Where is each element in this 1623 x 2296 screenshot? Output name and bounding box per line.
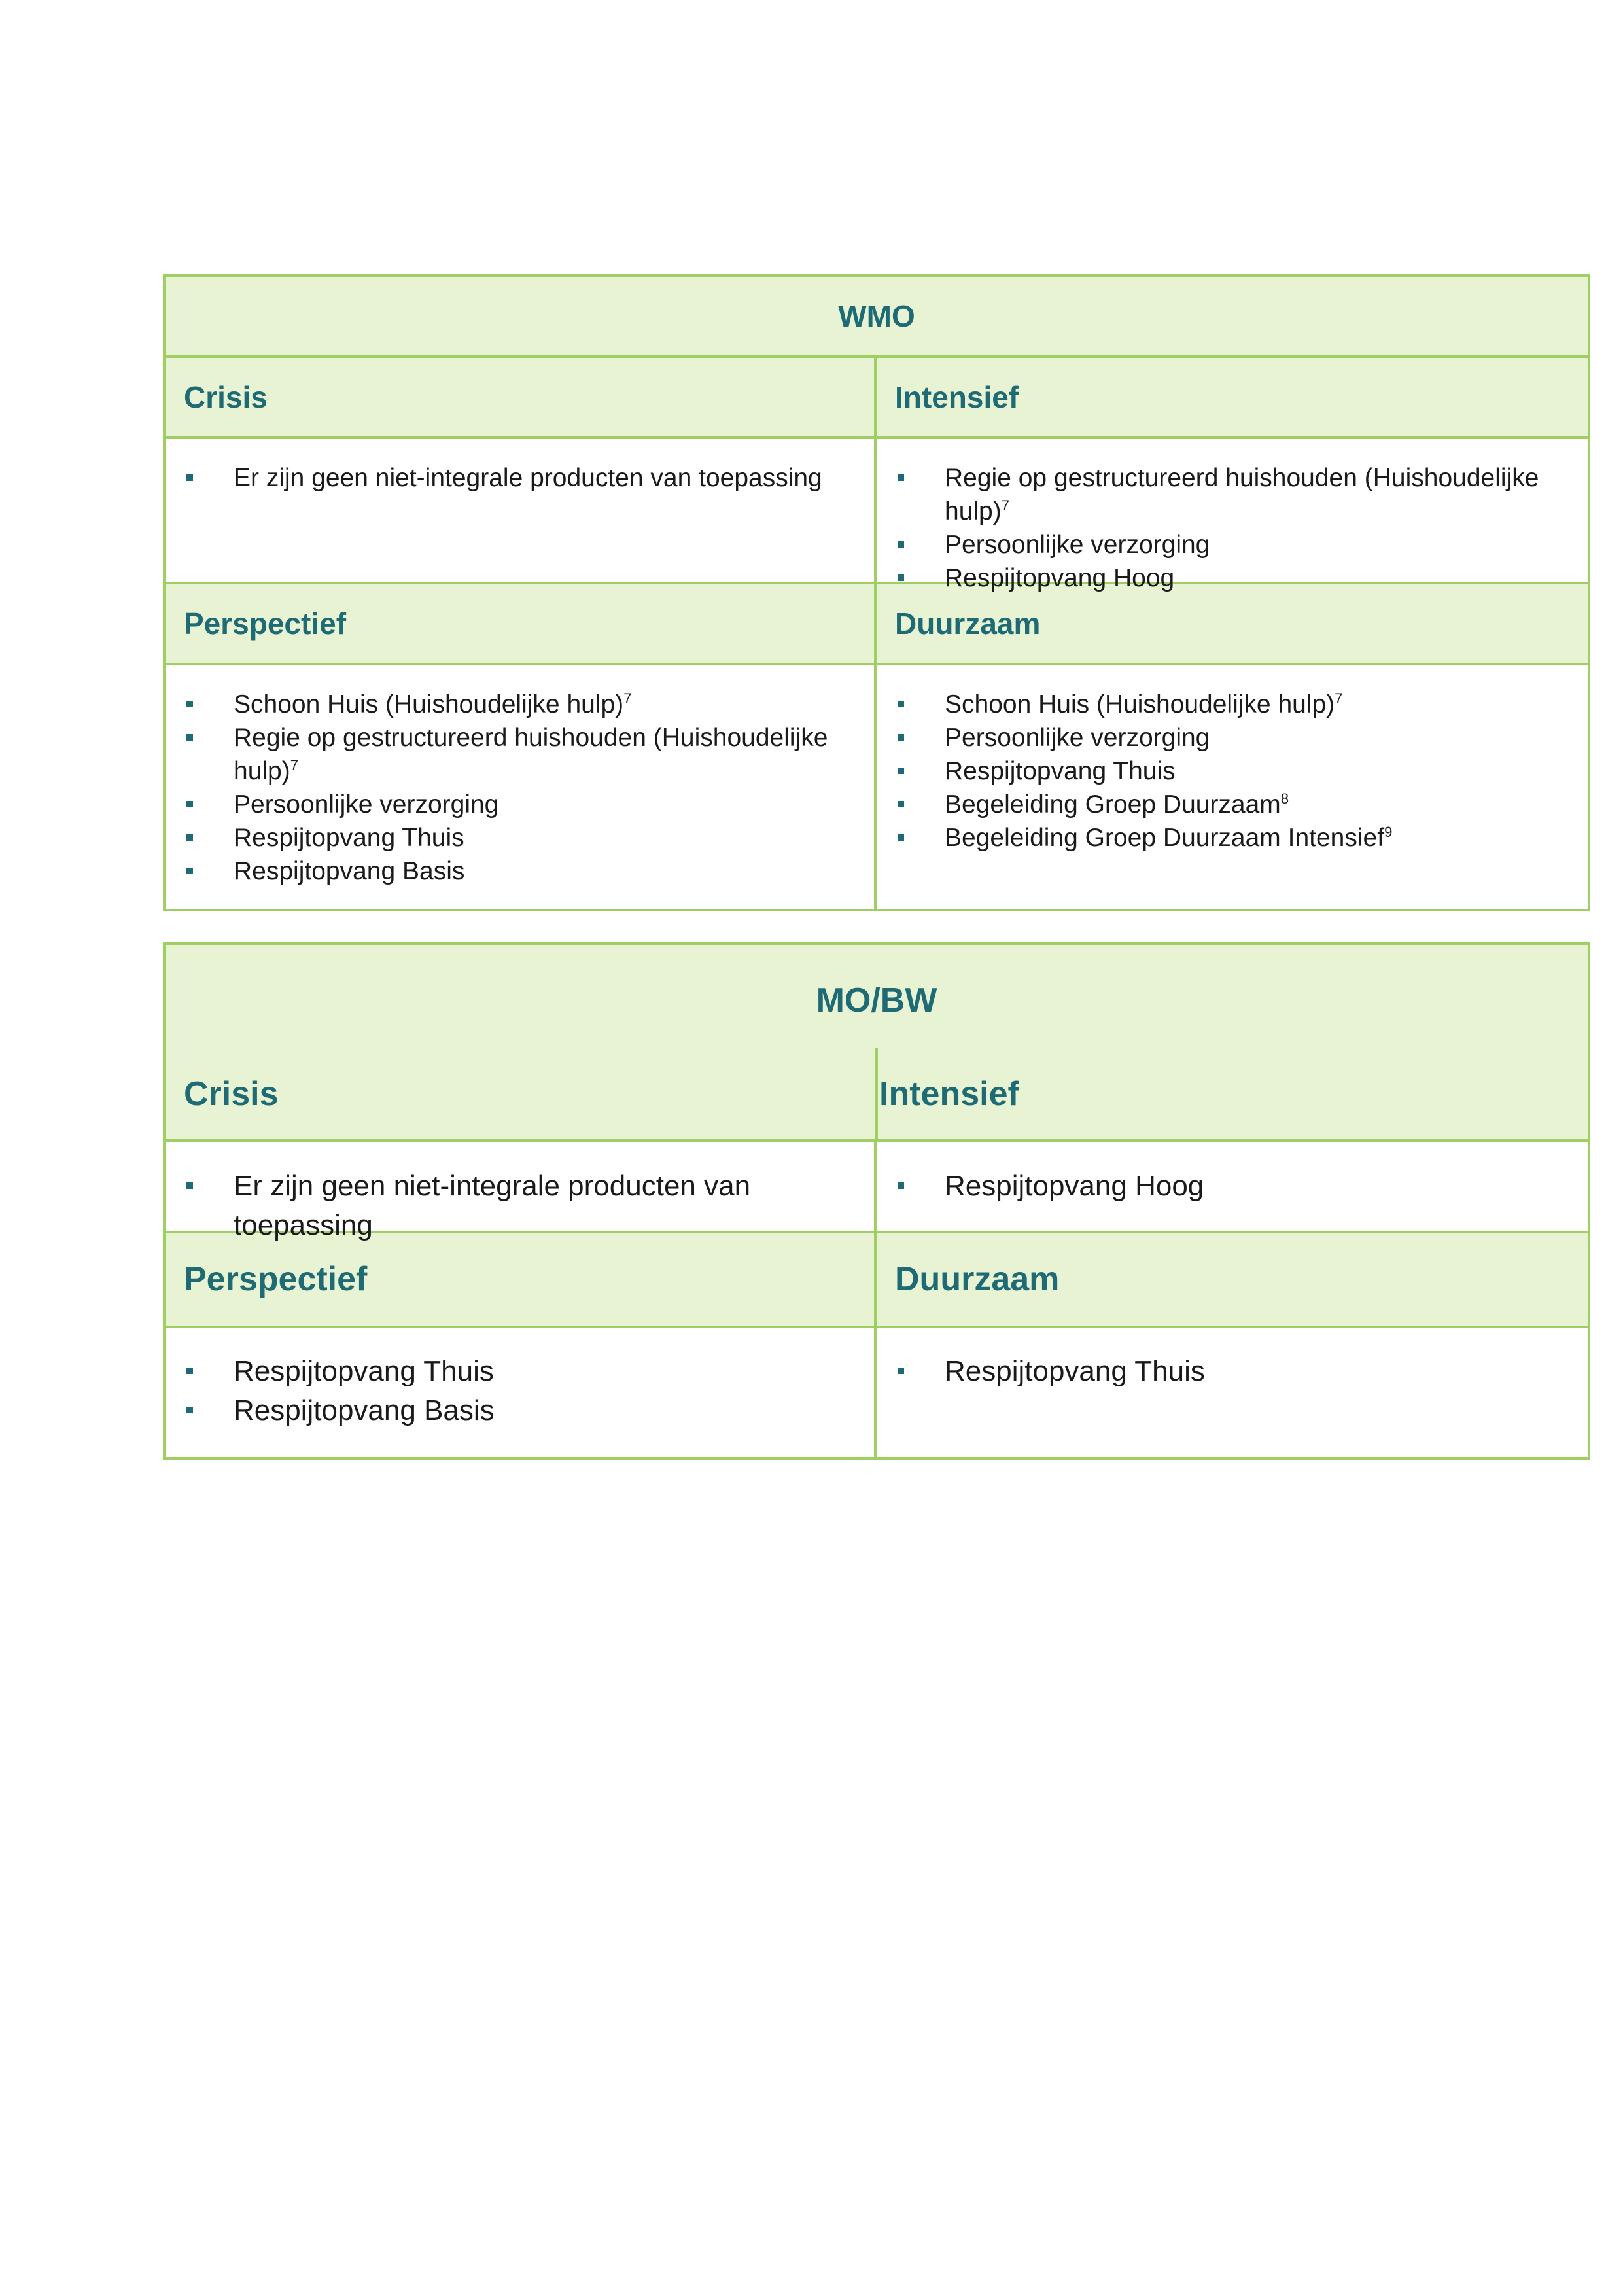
mobw-table [163, 942, 1590, 1460]
wmo-content-row-2 [166, 665, 1588, 909]
mobw-perspectief-list [184, 1352, 848, 1430]
list-item: Respijtopvang Hoog [895, 561, 1562, 595]
mobw-perspectief-label: Perspectief [184, 1260, 368, 1298]
mobw-title-header-block [166, 945, 1588, 1142]
mobw-intensief-cell [877, 1142, 1588, 1231]
mobw-header-row-2 [166, 1233, 1588, 1328]
wmo-perspectief-label: Perspectief [184, 607, 347, 641]
list-item: Respijtopvang Basis [184, 855, 848, 888]
wmo-title-row [166, 277, 1588, 358]
mobw-perspectief-cell [166, 1328, 877, 1457]
wmo-intensief-header [877, 358, 1588, 436]
wmo-duurzaam-cell [877, 665, 1588, 909]
list-item: Regie op gestructureerd huishouden (Huishoudelijke hulp)$^7$ [895, 461, 1562, 528]
wmo-duurzaam-label: Duurzaam [895, 607, 1041, 641]
list-item: Begeleiding Groep Duurzaam Intensief$^9$ [895, 821, 1562, 855]
list-item: Schoon Huis (Huishoudelijke hulp)$^7$ [895, 688, 1562, 721]
mobw-duurzaam-label: Duurzaam [895, 1260, 1060, 1298]
wmo-intensief-label: Intensief [895, 380, 1019, 414]
list-item: Er zijn geen niet-integrale producten van toepassing [184, 461, 848, 495]
list-item: Begeleiding Groep Duurzaam$^8$ [895, 788, 1562, 821]
wmo-content-row-1 [166, 439, 1588, 592]
wmo-crisis-header [166, 358, 877, 436]
mobw-duurzaam-cell [877, 1328, 1588, 1457]
mobw-content-row-2 [166, 1328, 1588, 1457]
list-item: Schoon Huis (Huishoudelijke hulp)$^7$ [184, 688, 848, 721]
wmo-duurzaam-list [895, 688, 1562, 855]
mobw-title: MO/BW [816, 981, 937, 1019]
mobw-crisis-cell [166, 1142, 877, 1241]
mobw-header-divider [875, 1048, 878, 1139]
wmo-header-row-1 [166, 358, 1588, 439]
mobw-intensief-label: Intensief [879, 1075, 1019, 1113]
list-item: Persoonlijke verzorging [184, 788, 848, 821]
wmo-perspectief-header [166, 584, 877, 663]
mobw-content-row-1 [166, 1142, 1588, 1241]
list-item: Respijtopvang Thuis [895, 754, 1562, 788]
wmo-perspectief-list [184, 688, 848, 888]
wmo-intensief-list [895, 461, 1562, 595]
list-item: Respijtopvang Thuis [895, 1352, 1562, 1391]
mobw-perspectief-header [166, 1233, 877, 1326]
wmo-table [163, 274, 1590, 911]
wmo-duurzaam-header [877, 584, 1588, 663]
list-item: Regie op gestructureerd huishouden (Huishoudelijke hulp)$^7$ [184, 721, 848, 788]
wmo-crisis-cell [166, 439, 877, 582]
wmo-header-row-2 [166, 584, 1588, 665]
list-item: Er zijn geen niet-integrale producten van toepassing [184, 1167, 848, 1245]
wmo-crisis-list [184, 461, 848, 495]
list-item: Persoonlijke verzorging [895, 528, 1562, 561]
wmo-intensief-cell [877, 439, 1588, 592]
list-item: Respijtopvang Hoog [895, 1167, 1562, 1206]
wmo-title: WMO [838, 299, 915, 333]
list-item: Persoonlijke verzorging [895, 721, 1562, 754]
mobw-intensief-list [895, 1167, 1562, 1206]
list-item: Respijtopvang Thuis [184, 1352, 848, 1391]
mobw-crisis-label: Crisis [184, 1075, 279, 1113]
mobw-duurzaam-list [895, 1352, 1562, 1391]
wmo-perspectief-cell [166, 665, 877, 909]
list-item: Respijtopvang Thuis [184, 821, 848, 855]
wmo-crisis-label: Crisis [184, 380, 268, 414]
list-item: Respijtopvang Basis [184, 1391, 848, 1430]
mobw-duurzaam-header [877, 1233, 1588, 1326]
